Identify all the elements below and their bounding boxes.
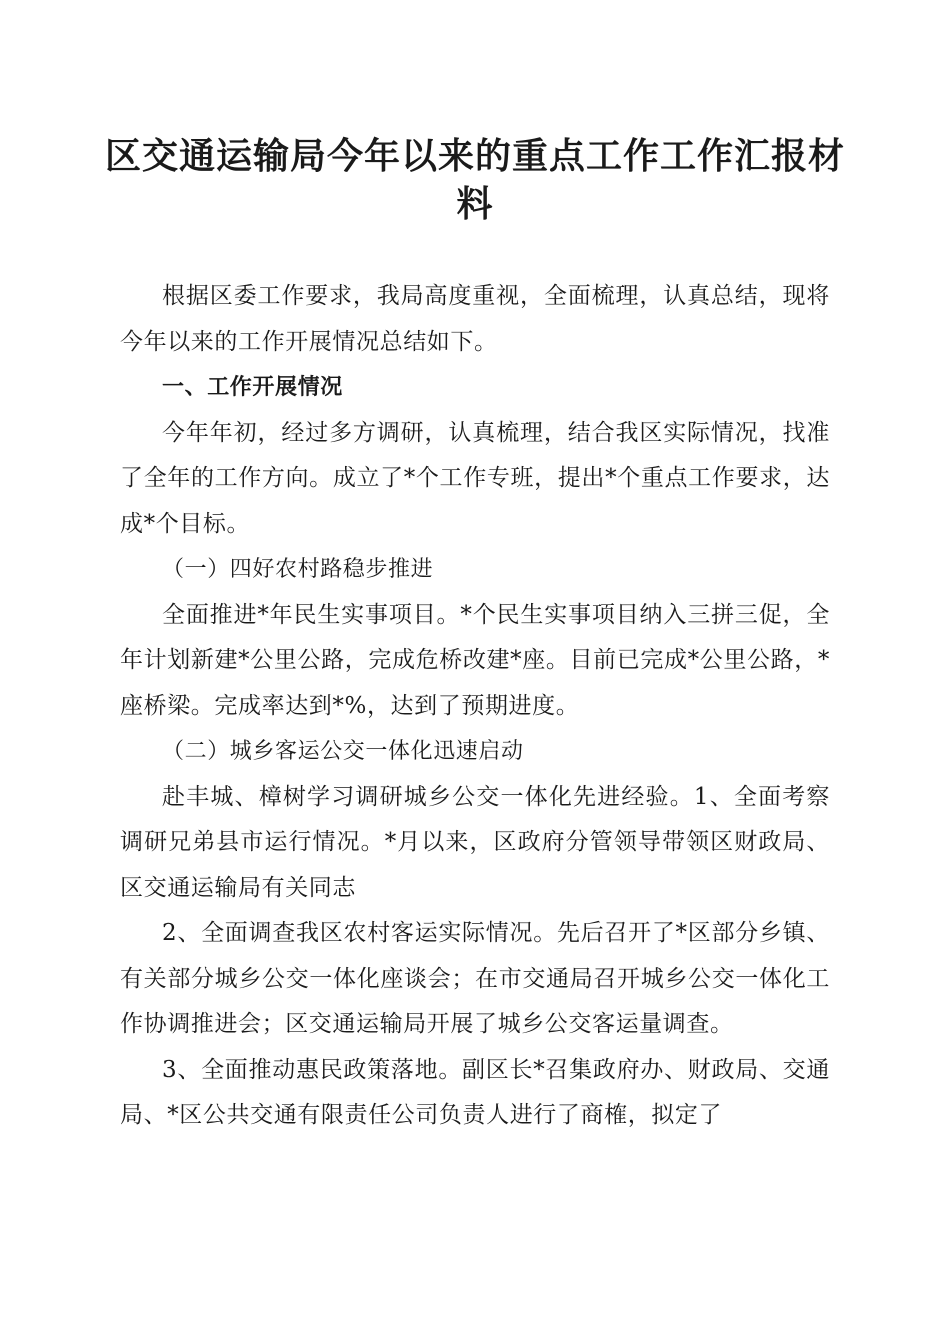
title-line-1: 区交通运输局今年以来的重点工作工作汇报材 <box>104 135 845 177</box>
subsection-2-paragraph-3: 3、全面推动惠民政策落地。副区长*召集政府办、财政局、交通局、*区公共交通有限责任公司负责人进行了商榷，拟定了 <box>120 1056 830 1128</box>
document-body <box>120 274 830 1139</box>
intro-paragraph: 根据区委工作要求，我局高度重视，全面梳理，认真总结，现将今年以来的工作开展情况总结如下。 <box>120 283 830 355</box>
section-heading-1: 一、工作开展情况 <box>162 375 343 400</box>
section-1-paragraph: 今年年初，经过多方调研，认真梳理，结合我区实际情况，找准了全年的工作方向。成立了*个工作专班，提出*个重点工作要求，达成*个目标。 <box>120 419 830 537</box>
subsection-1-paragraph: 全面推进*年民生实事项目。*个民生实事项目纳入三拼三促，全年计划新建*公里公路，完成危桥改建*座。目前已完成*公里公路，*座桥梁。完成率达到*%，达到了预期进度。 <box>120 601 830 719</box>
title-line-2: 料 <box>456 183 494 225</box>
document-title <box>100 132 850 228</box>
subsection-heading-1: （一）四好农村路稳步推进 <box>162 557 434 582</box>
subsection-heading-2: （二）城乡客运公交一体化迅速启动 <box>162 739 524 764</box>
subsection-2-paragraph-2: 2、全面调查我区农村客运实际情况。先后召开了*区部分乡镇、有关部分城乡公交一体化座谈会；在市交通局召开城乡公交一体化工作协调推进会；区交通运输局开展了城乡公交客运量调查。 <box>120 920 830 1037</box>
subsection-2-paragraph-1: 赴丰城、樟树学习调研城乡公交一体化先进经验。1、全面考察调研兄弟县市运行情况。*月以来，区政府分管领导带领区财政局、区交通运输局有关同志 <box>120 783 830 901</box>
